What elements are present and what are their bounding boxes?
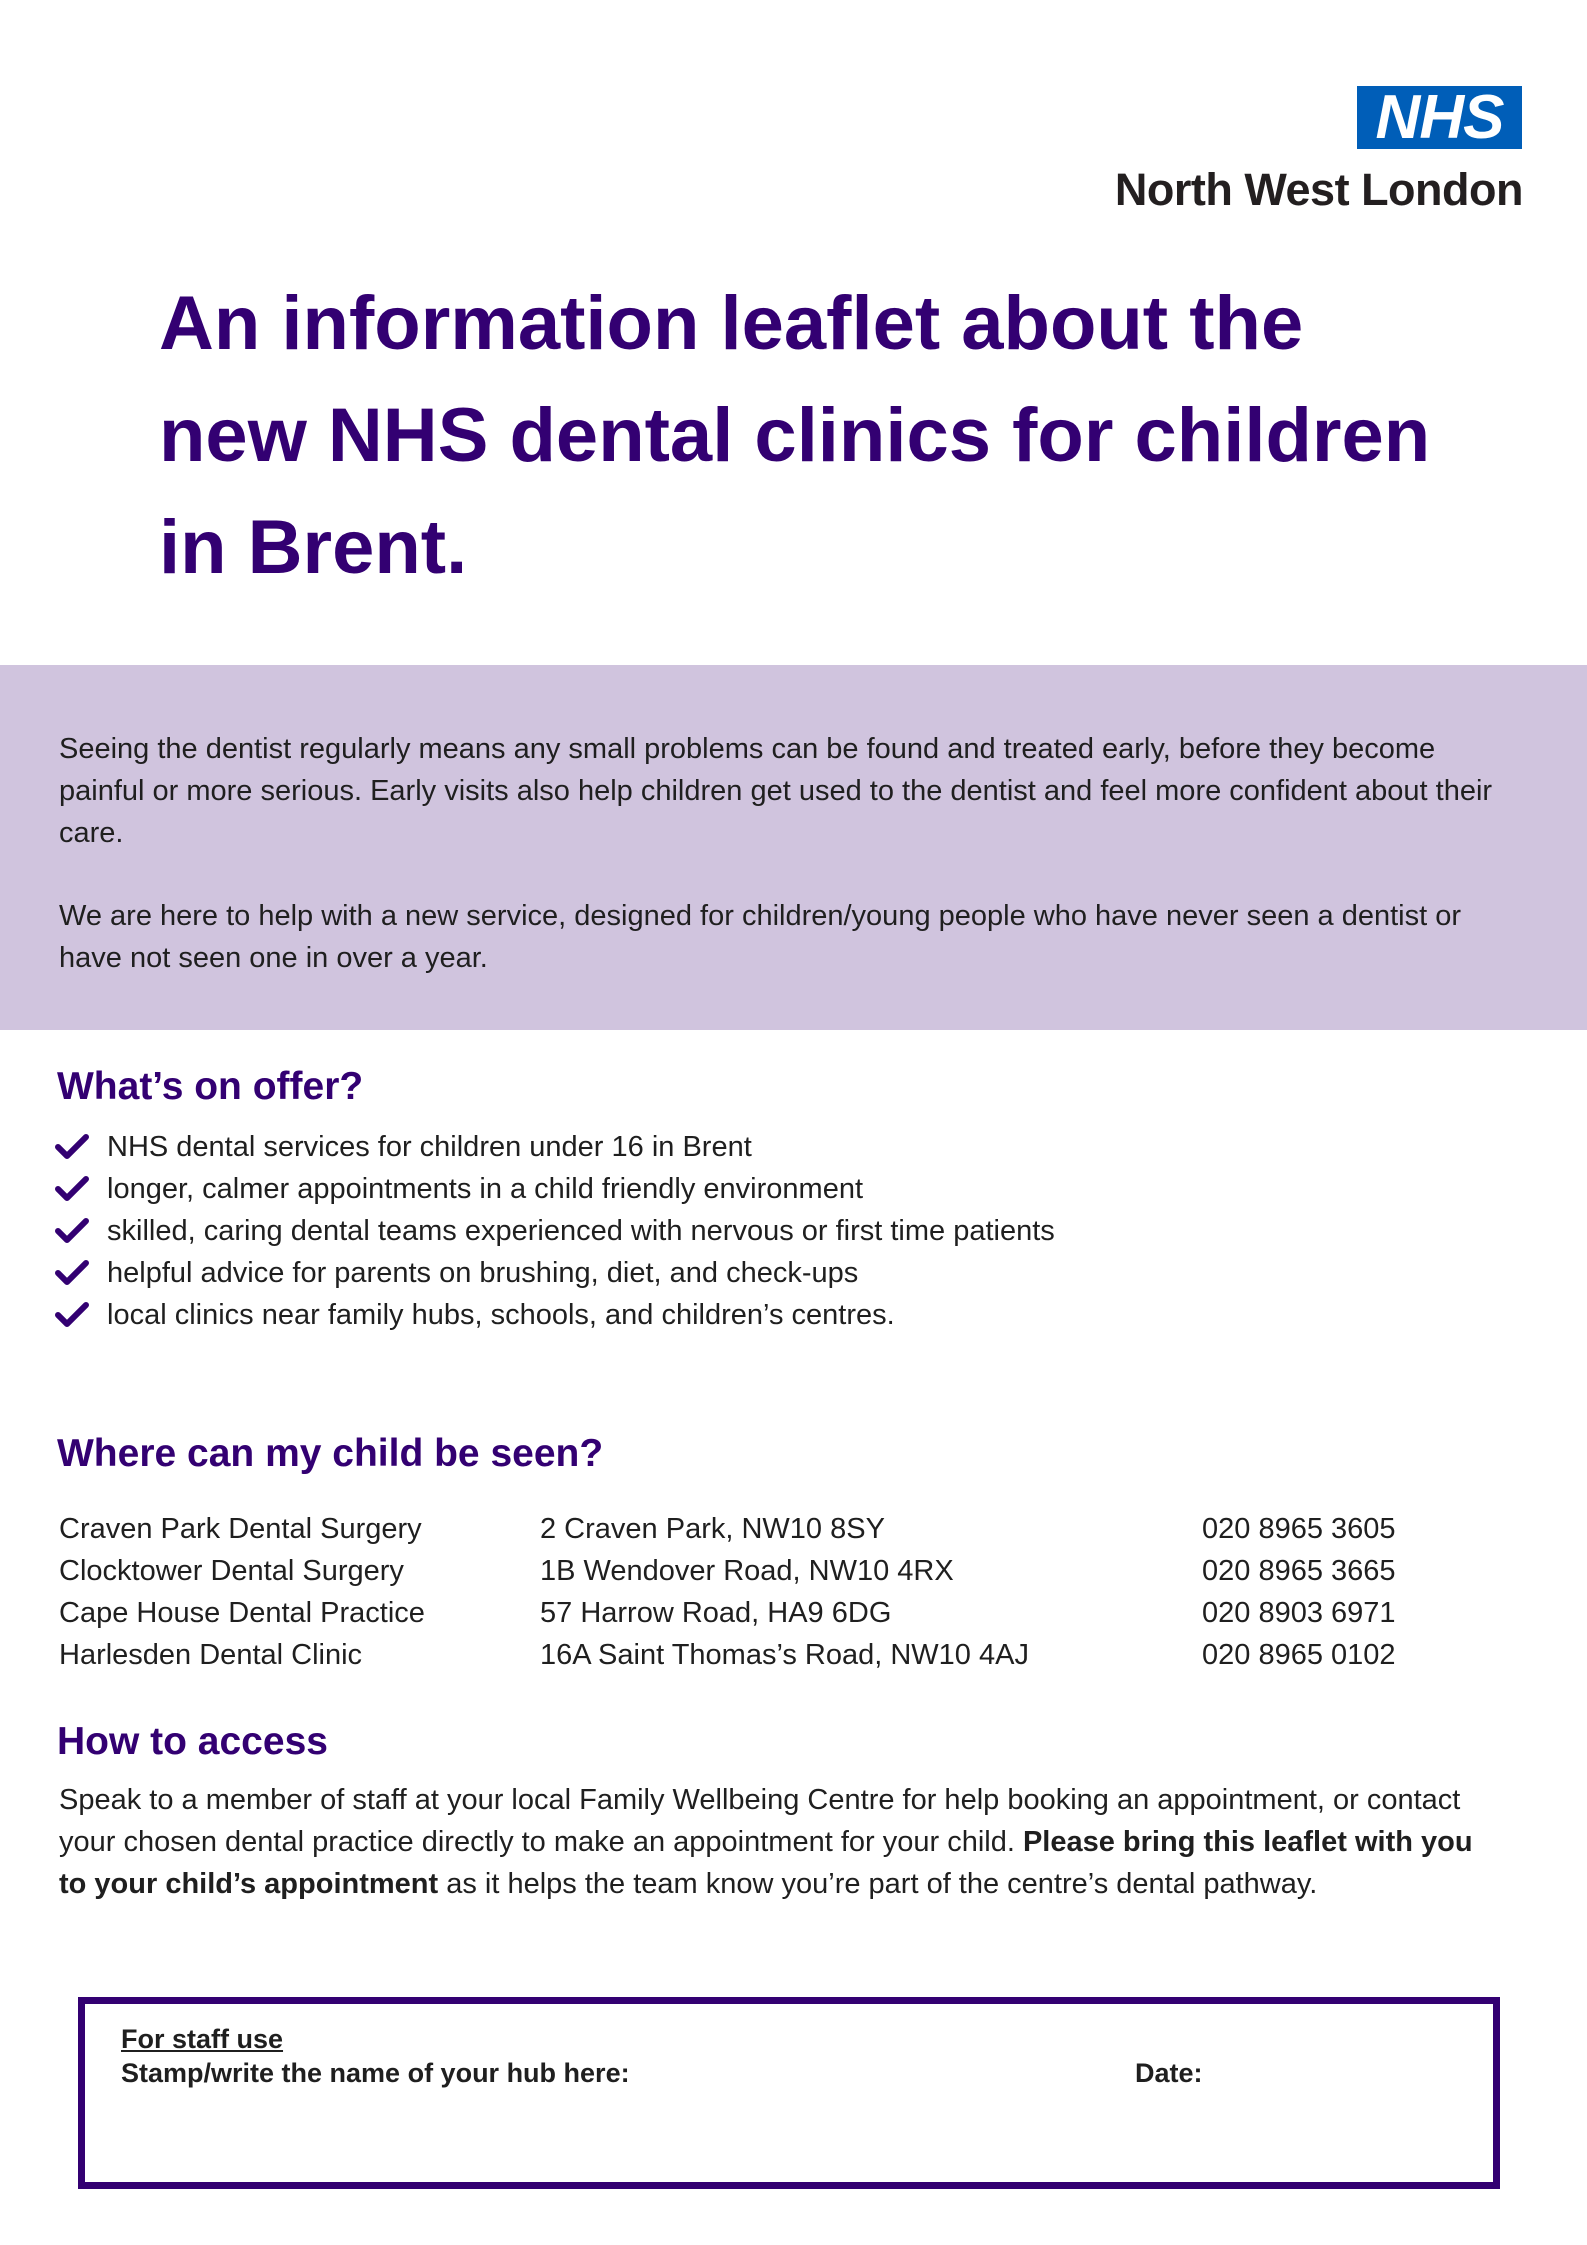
clinic-address: 2 Craven Park, NW10 8SY <box>540 1512 885 1545</box>
access-text-emphasis: Please bring this leaflet with you to your child’s appointment <box>59 1826 1473 1900</box>
offer-heading: What’s on offer? <box>57 1065 364 1108</box>
intro-paragraph-2: We are here to help with a new service, designed for children/young people who have never seen a dentist or have not seen one in over a year. <box>59 900 1461 974</box>
org-name: North West London <box>1114 164 1523 215</box>
access-text-start: Speak to a member of staff at your local Family Wellbeing Centre for help booking an appointment, or contact your chosen dental practice directly to make an appointment for your child. <box>59 1784 1461 1858</box>
checkmark-icon <box>55 1174 89 1204</box>
list-item <box>55 1252 1055 1294</box>
clinic-address: 57 Harrow Road, HA9 6DG <box>540 1596 892 1629</box>
page-title: An information leaflet about the new NHS dental clinics for children in Brent. <box>159 281 1431 590</box>
checkmark-icon <box>55 1132 89 1162</box>
offer-item-text: helpful advice for parents on brushing, diet, and check-ups <box>107 1256 859 1289</box>
checkmark-icon <box>55 1216 89 1246</box>
checkmark-icon <box>55 1258 89 1288</box>
list-item <box>55 1210 1055 1252</box>
table-row <box>59 1508 1396 1550</box>
locations-heading: Where can my child be seen? <box>57 1432 604 1475</box>
offer-item-text: skilled, caring dental teams experienced with nervous or first time patients <box>107 1214 1055 1247</box>
access-heading: How to access <box>57 1720 328 1763</box>
clinic-name: Clocktower Dental Surgery <box>59 1554 404 1587</box>
offer-item-text: local clinics near family hubs, schools, and children’s centres. <box>107 1298 895 1331</box>
offer-item-text: NHS dental services for children under 16 in Brent <box>107 1130 752 1163</box>
clinic-name: Cape House Dental Practice <box>59 1596 425 1629</box>
intro-paragraph-1: Seeing the dentist regularly means any small problems can be found and treated early, before they become painful or more serious. Early visits also help children get used to the dentist and feel more confident about their care. <box>59 733 1493 849</box>
list-item <box>55 1168 1055 1210</box>
staff-use-heading: For staff use <box>121 2024 284 2054</box>
date-label: Date: <box>1135 2058 1203 2088</box>
access-paragraph <box>59 1779 1479 1905</box>
clinic-address: 1B Wendover Road, NW10 4RX <box>540 1554 954 1587</box>
clinic-phone: 020 8965 3665 <box>1202 1554 1396 1587</box>
clinic-phone: 020 8965 0102 <box>1202 1638 1396 1671</box>
offer-item-text: longer, calmer appointments in a child friendly environment <box>107 1172 864 1205</box>
hub-stamp-label: Stamp/write the name of your hub here: <box>121 2058 630 2088</box>
access-text-end: as it helps the team know you’re part of the centre’s dental pathway. <box>438 1868 1318 1900</box>
clinic-address: 16A Saint Thomas’s Road, NW10 4AJ <box>540 1638 1029 1671</box>
nhs-logo: NHS <box>1357 86 1522 149</box>
table-row <box>59 1550 1396 1592</box>
checkmark-icon <box>55 1300 89 1330</box>
table-row <box>59 1592 1396 1634</box>
list-item <box>55 1126 1055 1168</box>
clinics-table <box>59 1508 1396 1676</box>
intro-panel <box>0 665 1587 1030</box>
staff-use-box <box>78 1997 1500 2189</box>
offer-list <box>55 1126 1055 1336</box>
clinic-name: Harlesden Dental Clinic <box>59 1638 363 1671</box>
clinic-name: Craven Park Dental Surgery <box>59 1512 422 1545</box>
list-item <box>55 1294 1055 1336</box>
clinic-phone: 020 8903 6971 <box>1202 1596 1396 1629</box>
clinic-phone: 020 8965 3605 <box>1202 1512 1396 1545</box>
table-row <box>59 1634 1396 1676</box>
